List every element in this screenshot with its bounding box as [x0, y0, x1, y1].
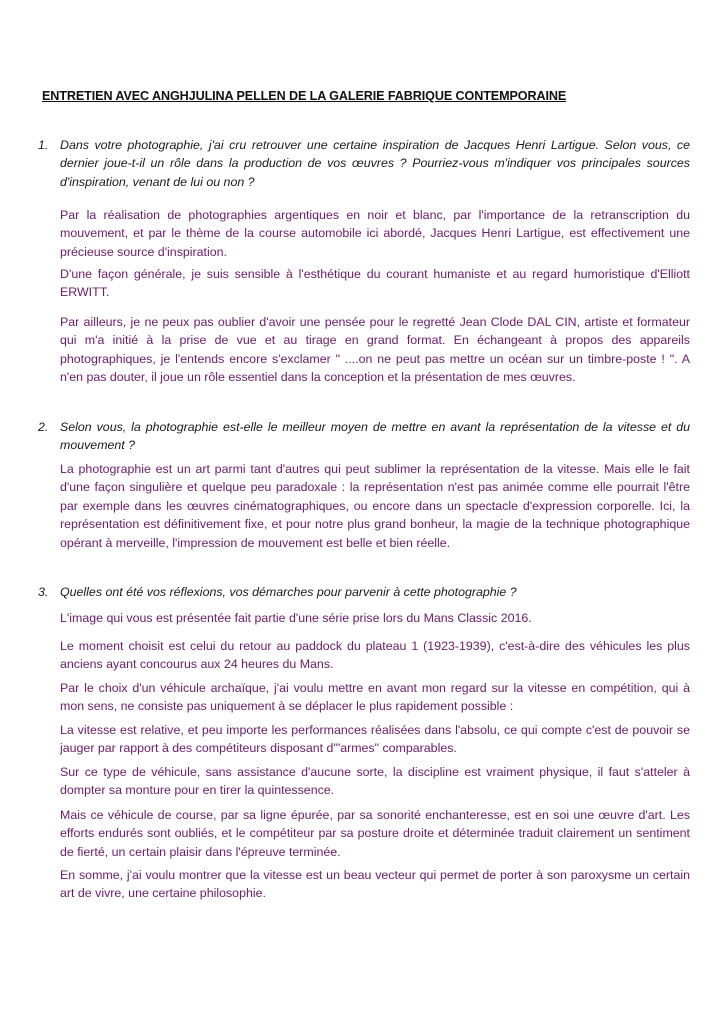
answer-paragraph: La photographie est un art parmi tant d'autres qui peut sublimer la représentation de la vitesse. Mais elle le fait d'une façon singulière et quelque peu paradoxale : la représentation n'est pas animée comme elle pourrait l'être par exemple dans les œuvres cinématographiques, ou encore dans un spectacle d'expression corporelle. Ici, la représentation est définitivement fixe, et pour notre plus grand bonheur, la magie de la technique photographique opérant à merveille, l'impression de mouvement est belle et bien réelle. — [60, 462, 690, 550]
question-1 — [38, 136, 690, 191]
question-text: Selon vous, la photographie est-elle le meilleur moyen de mettre en avant la représentation de la vitesse et du mouvement ? — [60, 420, 690, 453]
question-number: 1. — [38, 138, 49, 152]
answer-paragraph: Mais ce véhicule de course, par sa ligne épurée, par sa sonorité enchanteresse, est en soi une œuvre d'art. Les efforts endurés sont oubliés, et le compétiteur par sa posture droite et déterminée traduit clairement un sentiment de fierté, un certain plaisir dans l'épreuve terminée. — [60, 808, 690, 859]
question-3 — [38, 583, 690, 601]
answer-paragraph: L'image qui vous est présentée fait partie d'une série prise lors du Mans Classic 2016. — [60, 611, 532, 625]
answer-paragraph: Par le choix d'un véhicule archaïque, j'ai voulu mettre en avant mon regard sur la vitesse en compétition, qui à mon sens, ne consiste pas uniquement à se déplacer le plus rapidement possible : — [60, 681, 690, 714]
question-text: Dans votre photographie, j'ai cru retrouver une certaine inspiration de Jacques Henri Lartigue. Selon vous, ce dernier joue-t-il un rôle dans la production de vos œuvres ? Pourriez-vous m'indiquer vos principales sources d'inspiration, venant de lui ou non ? — [60, 138, 690, 189]
answer-paragraph: La vitesse est relative, et peu importe les performances réalisées dans l'absolu, ce qui compte c'est de pouvoir se jauger par rapport à des compétiteurs disposant d'"armes" comparables. — [60, 723, 690, 756]
answer-paragraph: Par la réalisation de photographies argentiques en noir et blanc, par l'importance de la retranscription du mouvement, et par le thème de la course automobile ici abordé, Jacques Henri Lartigue, est effectivement une précieuse source d'inspiration. — [60, 208, 690, 259]
answer-paragraph: Le moment choisit est celui du retour au paddock du plateau 1 (1923-1939), c'est-à-dire des véhicules les plus anciens ayant concourus aux 24 heures du Mans. — [60, 639, 690, 672]
answer-paragraph: Par ailleurs, je ne peux pas oublier d'avoir une pensée pour le regretté Jean Clode DAL CIN, artiste et formateur qui m'a initié à la prise de vue et au tirage en grand format. En échangeant à propos des appareils photographiques, je l'entends encore s'exclamer " ....on ne peut pas mettre un océan sur un timbre-poste ! ". A n'en pas douter, il joue un rôle essentiel dans la conception et la présentation de mes œuvres. — [60, 315, 690, 385]
answer-paragraph: D'une façon générale, je suis sensible à l'esthétique du courant humaniste et au regard humoristique d'Elliott ERWITT. — [60, 267, 690, 300]
question-number: 3. — [38, 585, 49, 599]
answer-paragraph: En somme, j'ai voulu montrer que la vitesse est un beau vecteur qui permet de porter à son paroxysme un certain art de vivre, une certaine philosophie. — [60, 868, 690, 901]
answer-paragraph: Sur ce type de véhicule, sans assistance d'aucune sorte, la discipline est vraiment physique, il faut s'atteler à dompter sa monture pour en tirer la quintessence. — [60, 765, 690, 798]
document-title: ENTRETIEN AVEC ANGHJULINA PELLEN DE LA GALERIE FABRIQUE CONTEMPORAINE — [42, 89, 567, 103]
question-number: 2. — [38, 420, 49, 434]
question-2 — [38, 418, 690, 455]
question-text: Quelles ont été vos réflexions, vos démarches pour parvenir à cette photographie ? — [60, 585, 517, 599]
